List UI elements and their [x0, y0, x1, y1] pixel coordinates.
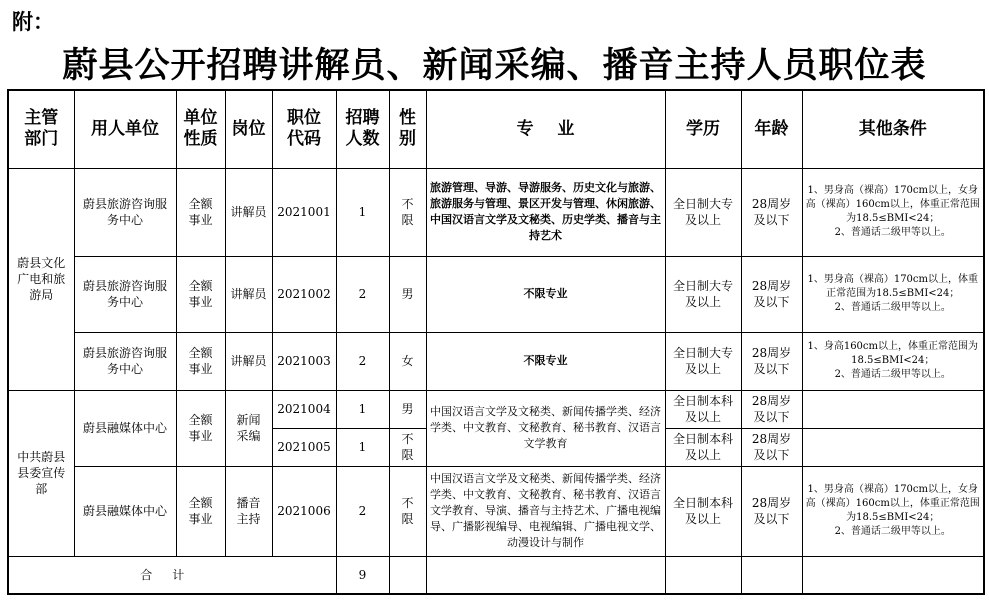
code-cell: 2021004 [272, 390, 336, 428]
header-gender: 性别 [389, 90, 426, 168]
education-cell: 全日制本科及以上 [665, 390, 741, 428]
major-cell: 不限专业 [426, 256, 665, 332]
education-cell: 全日制大专及以上 [665, 256, 741, 332]
other-cell: 1、男身高（裸高）170cm以上，体重正常范围为18.5≤BMI<24； 2、普通话二级甲等以上。 [802, 256, 984, 332]
count-cell: 2 [336, 256, 389, 332]
code-cell: 2021005 [272, 428, 336, 466]
age-cell: 28周岁及以下 [741, 168, 802, 256]
total-label: 合计 [8, 556, 336, 594]
total-row [8, 556, 984, 594]
major-cell: 不限专业 [426, 332, 665, 390]
major-cell: 旅游管理、导游、导游服务、历史文化与旅游、旅游服务与管理、景区开发与管理、休闲旅游、中国汉语言文学及文秘类、历史学类、播音与主持艺术 [426, 168, 665, 256]
gender-cell: 不限 [389, 168, 426, 256]
gender-cell: 男 [389, 256, 426, 332]
header-age: 年龄 [741, 90, 802, 168]
post-cell: 播音主持 [225, 466, 272, 556]
gender-cell: 男 [389, 390, 426, 428]
code-cell: 2021001 [272, 168, 336, 256]
header-count: 招聘人数 [336, 90, 389, 168]
education-cell: 全日制本科及以上 [665, 466, 741, 556]
major-cell: 中国汉语言文学及文秘类、新闻传播学类、经济学类、中文教育、文秘教育、秘书教育、汉语言文学教育、导演、播音与主持艺术、广播电视编导、广播影视编导、电视编辑、广播电视文学、动漫设计与制作 [426, 466, 665, 556]
gender-cell: 女 [389, 332, 426, 390]
count-cell: 1 [336, 168, 389, 256]
table-row [8, 390, 984, 428]
table-row [8, 466, 984, 556]
positions-table [7, 89, 985, 595]
nature-cell: 全额事业 [176, 466, 225, 556]
post-cell: 讲解员 [225, 256, 272, 332]
empty-cell [741, 556, 802, 594]
dept-cell: 中共蔚县县委宣传部 [8, 390, 74, 556]
age-cell: 28周岁及以下 [741, 256, 802, 332]
post-cell: 讲解员 [225, 168, 272, 256]
other-cell: 1、男身高（裸高）170cm以上，女身高（裸高）160cm以上，体重正常范围为18.5≤BMI<24； 2、普通话二级甲等以上。 [802, 168, 984, 256]
count-cell: 1 [336, 428, 389, 466]
attachment-label: 附： [12, 9, 54, 34]
unit-cell: 蔚县融媒体中心 [74, 390, 176, 466]
header-major: 专 业 [426, 90, 665, 168]
unit-cell: 蔚县旅游咨询服务中心 [74, 332, 176, 390]
count-cell: 2 [336, 332, 389, 390]
empty-cell [802, 556, 984, 594]
post-cell: 讲解员 [225, 332, 272, 390]
header-unit: 用人单位 [74, 90, 176, 168]
age-cell: 28周岁及以下 [741, 466, 802, 556]
empty-cell [665, 556, 741, 594]
code-cell: 2021006 [272, 466, 336, 556]
nature-cell: 全额事业 [176, 168, 225, 256]
count-cell: 2 [336, 466, 389, 556]
nature-cell: 全额事业 [176, 390, 225, 466]
other-cell: 1、身高160cm以上，体重正常范围为18.5≤BMI<24； 2、普通话二级甲等以上。 [802, 332, 984, 390]
education-cell: 全日制大专及以上 [665, 168, 741, 256]
gender-cell: 不限 [389, 428, 426, 466]
nature-cell: 全额事业 [176, 256, 225, 332]
table-row [8, 332, 984, 390]
code-cell: 2021002 [272, 256, 336, 332]
table-row [8, 256, 984, 332]
other-cell [802, 390, 984, 428]
header-nature: 单位性质 [176, 90, 225, 168]
header-dept: 主管部门 [8, 90, 74, 168]
gender-cell: 不限 [389, 466, 426, 556]
count-cell: 1 [336, 390, 389, 428]
header-education: 学历 [665, 90, 741, 168]
header-post: 岗位 [225, 90, 272, 168]
unit-cell: 蔚县融媒体中心 [74, 466, 176, 556]
header-other: 其他条件 [802, 90, 984, 168]
post-cell: 新闻采编 [225, 390, 272, 466]
empty-cell [426, 556, 665, 594]
education-cell: 全日制大专及以上 [665, 332, 741, 390]
dept-cell: 蔚县文化广电和旅游局 [8, 168, 74, 390]
header-code: 职位代码 [272, 90, 336, 168]
total-count: 9 [336, 556, 389, 594]
education-cell: 全日制本科及以上 [665, 428, 741, 466]
unit-cell: 蔚县旅游咨询服务中心 [74, 256, 176, 332]
empty-cell [389, 556, 426, 594]
page-title: 蔚县公开招聘讲解员、新闻采编、播音主持人员职位表 [62, 45, 927, 86]
age-cell: 28周岁及以下 [741, 390, 802, 428]
other-cell: 1、男身高（裸高）170cm以上，女身高（裸高）160cm以上，体重正常范围为18.5≤BMI<24； 2、普通话二级甲等以上。 [802, 466, 984, 556]
age-cell: 28周岁及以下 [741, 332, 802, 390]
code-cell: 2021003 [272, 332, 336, 390]
nature-cell: 全额事业 [176, 332, 225, 390]
major-cell: 中国汉语言文学及文秘类、新闻传播学类、经济学类、中文教育、文秘教育、秘书教育、汉语言文学教育 [426, 390, 665, 466]
header-row [8, 90, 984, 168]
age-cell: 28周岁及以下 [741, 428, 802, 466]
table-row [8, 168, 984, 256]
unit-cell: 蔚县旅游咨询服务中心 [74, 168, 176, 256]
other-cell [802, 428, 984, 466]
